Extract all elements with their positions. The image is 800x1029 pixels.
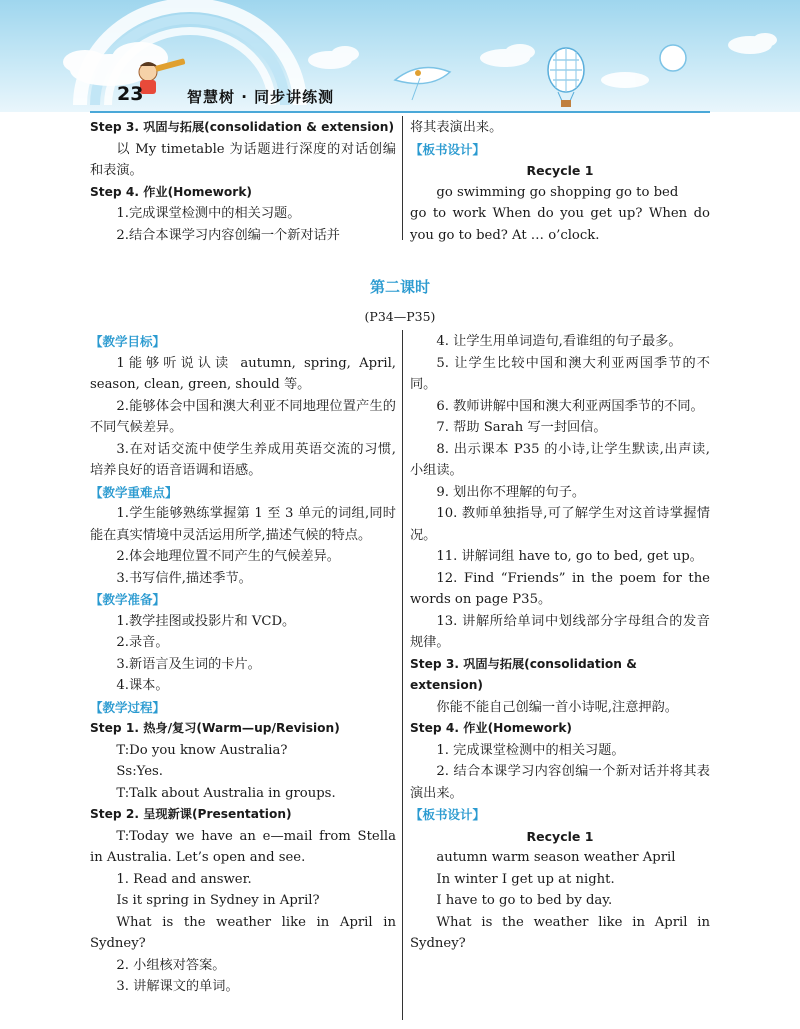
list-item: 2.录音。 [116,635,169,650]
list-item: 1. Read and answer. [116,871,252,887]
dialogue-line: Ss:Yes. [116,764,163,779]
header-rule [90,111,710,113]
hot-air-balloon-icon [548,48,584,107]
list-item: 4.课本。 [116,678,169,693]
list-item: 3. 讲解课文的单词。 [116,979,239,994]
top-left-column [90,117,396,246]
board-line: In winter I get up at night. [436,871,615,887]
step-heading: Step 3. 巩固与拓展(consolidation & extension) [90,120,395,134]
list-item: 2. 结合本课学习内容创编一个新对话并将其表演出来。 [410,764,710,801]
step-heading: Step 4. 作业(Homework) [90,184,252,199]
section-pages: (P34—P35) [364,309,436,324]
board-line: What is the weather like in April in Sydney? [410,914,710,951]
list-item: 3.新语言及生词的卡片。 [116,656,261,672]
section-tag: 【教学过程】 [90,699,166,715]
dialogue-line: T:Today we have an e—mail from Stella in Australia. Let’s open and see. [90,828,396,865]
board-line: go swimming go shopping go to bed [436,184,679,200]
section-tag: 【板书设计】 [410,141,486,157]
step-heading: Step 2. 呈现新课(Presentation) [90,807,292,821]
list-item: 1能够听说认读 autumn, spring, April, season, clean, green, should 等。 [90,355,396,392]
book-title: 智慧树 · 同步讲练测 [187,88,335,106]
list-item: 2. 小组核对答案。 [116,957,226,973]
list-item: 8. 出示课本 P35 的小诗,让学生默读,出声读,小组读。 [410,441,710,478]
board-line: I have to go to bed by day. [436,893,613,908]
board-title: Recycle 1 [526,828,594,844]
bottom-right-column [410,331,710,955]
section-tag: 【教学重难点】 [90,484,178,500]
section-tag: 【教学准备】 [90,592,166,607]
dialogue-line: T:Talk about Australia in groups. [116,785,336,801]
section-tag: 【教学目标】 [90,334,166,349]
board-title: Recycle 1 [526,163,594,178]
list-item: Is it spring in Sydney in April? [116,893,320,908]
dialogue-line: T:Do you know Australia? [116,742,288,758]
list-item: 12. Find “Friends” in the poem for the words on page P35。 [410,570,710,607]
paragraph: 将其表演出来。 [410,120,503,135]
cloud-icon [601,33,777,88]
list-item: 13. 讲解所给单词中划线部分字母组合的发音规律。 [410,613,710,650]
list-item: 3.在对话交流中使学生养成用英语交流的习惯,培养良好的语音语调和语感。 [90,441,396,478]
list-item: What is the weather like in April in Sydney? [90,914,396,951]
top-right-column [410,117,710,246]
list-item: 10. 教师单独指导,可了解学生对这首诗掌握情况。 [410,506,710,543]
list-item: 2.能够体会中国和澳大利亚不同地理位置产生的不同气候差异。 [90,398,396,435]
list-item: 4. 让学生用单词造句,看谁组的句子最多。 [436,334,682,349]
list-item: 7. 帮助 Sarah 写一封回信。 [436,420,607,435]
list-item: 2.结合本课学习内容创编一个新对话并 [116,227,340,243]
bottom-left-column [90,331,396,998]
list-item: 1. 完成课堂检测中的相关习题。 [436,742,625,758]
step-heading: Step 4. 作业(Homework) [410,721,572,735]
section-title: 第二课时 [369,278,430,296]
sun-icon [660,45,686,71]
board-line: autumn warm season weather April [436,850,676,865]
list-item: 1.学生能够熟练掌握第 1 至 3 单元的词组,同时能在真实情境中灵活运用所学,描述气候的特点。 [90,506,396,543]
column-divider [402,116,403,240]
paragraph: 以 My timetable 为话题进行深度的对话创编和表演。 [90,141,396,178]
page-number: 23 [117,83,144,105]
list-item: 9. 划出你不理解的句子。 [436,484,586,500]
list-item: 1.教学挂图或投影片和 VCD。 [116,613,296,629]
list-item: 1.完成课堂检测中的相关习题。 [116,206,301,221]
paragraph: 你能不能自己创编一首小诗呢,注意押韵。 [436,699,678,715]
section-tag: 【板书设计】 [410,807,486,822]
step-heading: Step 3. 巩固与拓展(consolidation & extension) [410,656,637,692]
cloud-icon [480,44,535,67]
header-banner [0,0,800,112]
list-item: 3.书写信件,描述季节。 [116,570,252,586]
list-item: 6. 教师讲解中国和澳大利亚两国季节的不同。 [436,398,704,414]
kite-icon [395,68,450,101]
column-divider [402,330,403,1020]
list-item: 11. 讲解词组 have to, go to bed, get up。 [436,549,703,564]
board-line: go to work When do you get up? When do you go to bed? At … o’clock. [410,206,710,243]
list-item: 2.体会地理位置不同产生的气候差异。 [116,549,340,564]
cloud-icon [308,46,359,69]
list-item: 5. 让学生比较中国和澳大利亚两国季节的不同。 [410,355,710,392]
step-heading: Step 1. 热身/复习(Warm—up/Revision) [90,721,340,735]
